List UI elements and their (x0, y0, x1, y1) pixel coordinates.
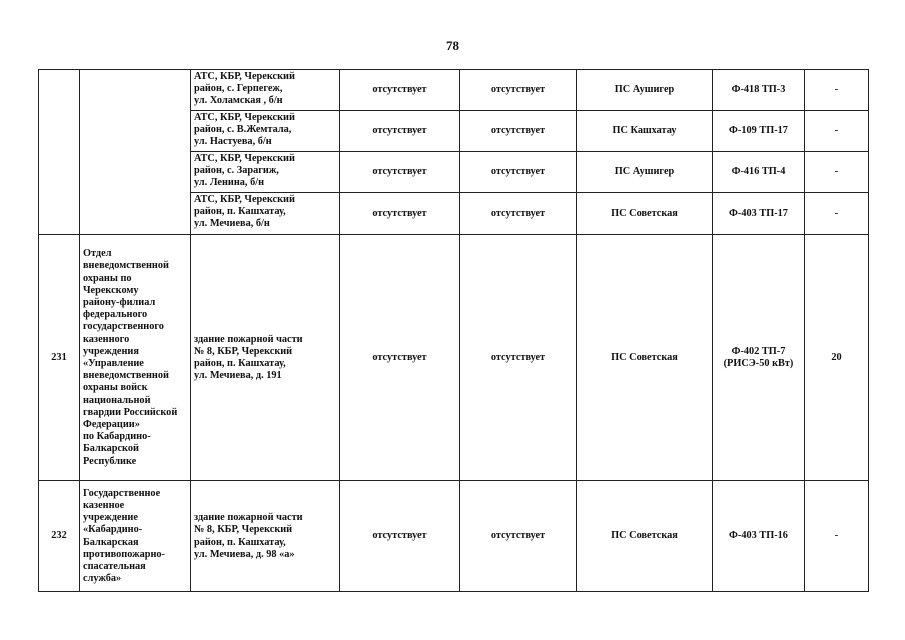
organization-cell (80, 70, 191, 235)
last-cell: 20 (805, 235, 869, 481)
col4-cell: отсутствует (340, 152, 460, 193)
organization-cell: Государственное казенное учреждение «Кабардино- Балкарская противопожарно- спасательная служба» (80, 481, 191, 592)
feeder-cell: Ф-416 ТП-4 (713, 152, 805, 193)
last-cell: - (805, 152, 869, 193)
substation-cell: ПС Советская (577, 481, 713, 592)
address-cell: АТС, КБР, Черекский район, с. Зарагиж, ул. Ленина, б/н (191, 152, 340, 193)
col4-cell: отсутствует (340, 111, 460, 152)
feeder-cell: Ф-403 ТП-16 (713, 481, 805, 592)
table-row (39, 235, 869, 481)
substation-cell: ПС Аушигер (577, 152, 713, 193)
feeder-cell: Ф-402 ТП-7 (РИСЭ-50 кВт) (713, 235, 805, 481)
row-number-cell: 232 (39, 481, 80, 592)
substation-cell: ПС Аушигер (577, 70, 713, 111)
feeder-cell: Ф-109 ТП-17 (713, 111, 805, 152)
last-cell: - (805, 70, 869, 111)
last-cell: - (805, 193, 869, 235)
page-number: 78 (446, 38, 459, 53)
address-cell: АТС, КБР, Черекский район, с. Герпегеж, ул. Холамская , б/н (191, 70, 340, 111)
table-row (39, 70, 869, 111)
address-cell: здание пожарной части № 8, КБР, Черекский район, п. Кашхатау, ул. Мечиева, д. 98 «а» (191, 481, 340, 592)
col4-cell: отсутствует (340, 481, 460, 592)
col4-cell: отсутствует (340, 235, 460, 481)
substation-cell: ПС Кашхатау (577, 111, 713, 152)
feeder-cell: Ф-403 ТП-17 (713, 193, 805, 235)
col5-cell: отсутствует (460, 111, 577, 152)
address-cell: здание пожарной части № 8, КБР, Черекский район, п. Кашхатау, ул. Мечиева, д. 191 (191, 235, 340, 481)
organization-cell: Отдел вневедомственной охраны по Черекскому району-филиал федерального государственного казенного учреждения «Управление вневедомственной охраны войск национальной гвардии Российской Федерации» по Кабардино- Балкарской Республике (80, 235, 191, 481)
feeder-cell: Ф-418 ТП-3 (713, 70, 805, 111)
data-table (38, 69, 869, 592)
table-row (39, 481, 869, 592)
col5-cell: отсутствует (460, 193, 577, 235)
col5-cell: отсутствует (460, 70, 577, 111)
row-number-cell (39, 70, 80, 235)
col4-cell: отсутствует (340, 193, 460, 235)
last-cell: - (805, 111, 869, 152)
col5-cell: отсутствует (460, 481, 577, 592)
row-number-cell: 231 (39, 235, 80, 481)
col5-cell: отсутствует (460, 152, 577, 193)
col5-cell: отсутствует (460, 235, 577, 481)
last-cell: - (805, 481, 869, 592)
address-cell: АТС, КБР, Черекский район, с. В.Жемтала, ул. Настуева, б/н (191, 111, 340, 152)
substation-cell: ПС Советская (577, 193, 713, 235)
col4-cell: отсутствует (340, 70, 460, 111)
substation-cell: ПС Советская (577, 235, 713, 481)
address-cell: АТС, КБР, Черекский район, п. Кашхатау, ул. Мечиева, б/н (191, 193, 340, 235)
